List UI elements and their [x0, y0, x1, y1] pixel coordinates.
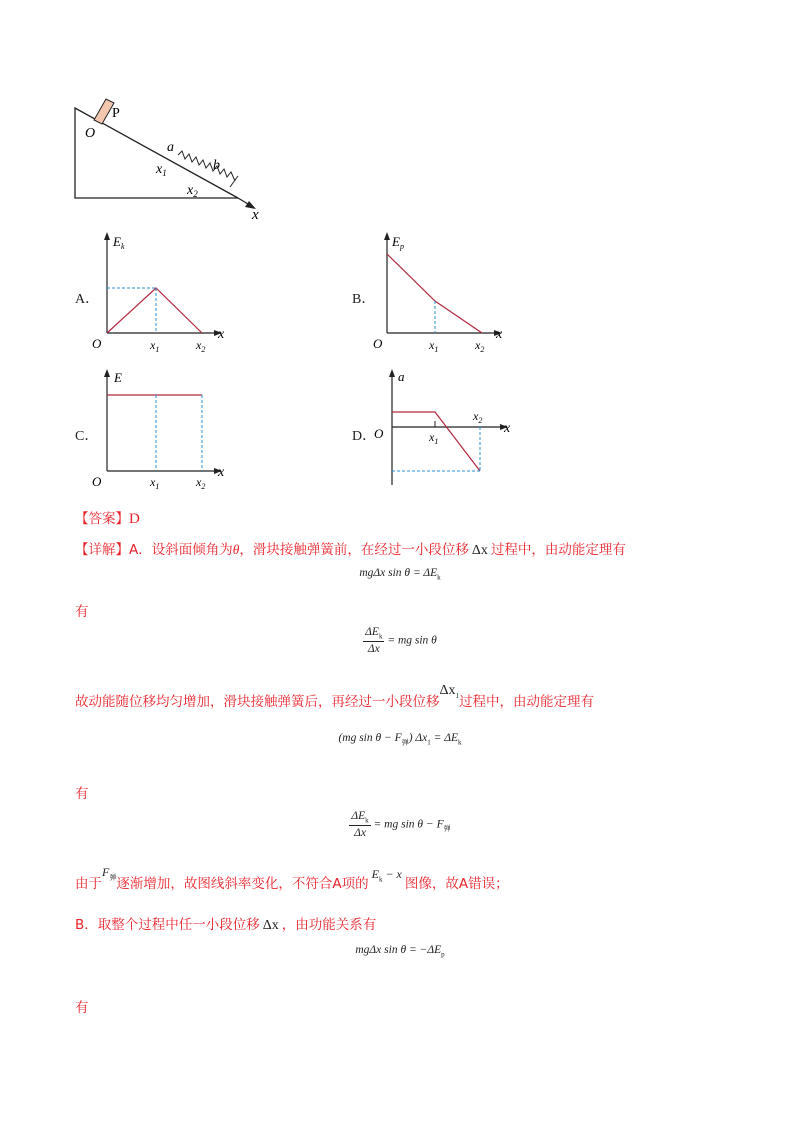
explanation-line-3 — [75, 865, 509, 894]
graph-C-x2: $x_2$ — [196, 475, 206, 490]
dx2-symbol: Δx — [262, 918, 279, 933]
graph-D-origin: O — [374, 426, 384, 441]
graph-A-origin: O — [92, 336, 102, 351]
graph-D-x2: $x_2$ — [473, 409, 483, 425]
graph-B-y-label: $E_p$ — [392, 234, 404, 251]
explanation-text-4a: B．取整个过程中任一小段位移 — [75, 917, 260, 933]
dx1-symbol: $\Delta x_1$ — [439, 683, 460, 700]
graph-C-x-label: x — [218, 465, 225, 480]
option-D-label: D． — [352, 429, 377, 444]
label-a: a — [167, 140, 174, 155]
graph-B-x-label: x — [496, 327, 503, 342]
answer-line — [75, 507, 140, 528]
formula-5: mgΔx $\sin \theta = -\Delta E_p$ — [355, 944, 445, 959]
graph-B — [370, 228, 520, 353]
theta-symbol: θ — [232, 542, 240, 557]
graph-B-x1: $x_1$ — [429, 338, 439, 353]
graph-A-x-label: x — [218, 327, 225, 342]
explanation-text-3b: 逐渐增加，故图线斜率变化，不符合A项的 — [116, 876, 369, 892]
graph-D-y-arrowhead — [389, 369, 395, 377]
explanation-label: 【详解】 — [75, 542, 129, 558]
option-B-label: B． — [352, 292, 376, 307]
graph-A-curve — [107, 288, 202, 333]
label-x1: $x_1$ — [156, 162, 167, 178]
graph-C-origin: O — [92, 474, 102, 489]
graph-D-y-label: a — [398, 369, 405, 384]
graph-A-y-arrowhead — [104, 232, 110, 240]
explanation-text-1a: A．设斜面倾角为 — [129, 542, 233, 558]
graph-B-y-arrowhead — [384, 232, 390, 240]
formula-2: $\frac{\Delta E_k}{\Delta x}$ = mg sin θ — [365, 626, 437, 656]
incline-figure — [60, 95, 280, 225]
you-1: 有 — [75, 604, 89, 620]
explanation-text-3a: 由于 — [75, 876, 102, 892]
graph-C-y-label: E — [114, 370, 122, 385]
graph-B-x2: $x_2$ — [475, 338, 485, 353]
graph-C-y-arrowhead — [104, 369, 110, 377]
explanation-text-3c: 图像，故A错误； — [404, 876, 509, 892]
explanation-text-1c: 过程中，由动能定理有 — [490, 542, 626, 558]
formula-3: (mg $\sin \theta - F_弹$) $\Delta x_1 = \Delta E_k$ — [338, 732, 462, 747]
block-P — [94, 99, 114, 124]
ek-x-symbol: $E_k - x$ — [371, 867, 402, 884]
graph-A-x2: $x_2$ — [196, 338, 206, 353]
graph-C — [90, 365, 240, 490]
spring — [178, 151, 235, 181]
explanation-line-1 — [75, 538, 626, 559]
explanation-text-2a: 故动能随位移均匀增加，滑块接触弹簧后，再经过一小段位移 — [75, 694, 440, 710]
graph-B-origin: O — [373, 336, 383, 351]
explanation-text-2b: 过程中，由动能定理有 — [459, 694, 595, 710]
option-A-label: A． — [75, 292, 100, 307]
graph-A — [90, 228, 240, 353]
graph-D-x-label: x — [504, 421, 511, 436]
explanation-text-1b: ，滑块接触弹簧前，在经过一小段位移 — [239, 542, 469, 558]
option-C-label: C． — [75, 429, 99, 444]
formula-1: mgΔx $\sin \theta = \Delta E_k$ — [359, 567, 441, 582]
graph-D — [370, 365, 530, 490]
dx-symbol: Δx — [471, 543, 488, 558]
f-spring-symbol: $F_弹$ — [102, 865, 117, 882]
label-P: P — [112, 106, 120, 121]
you-3: 有 — [75, 1000, 89, 1016]
explanation-text-4b: ，由功能关系有 — [281, 917, 377, 933]
graph-D-x1: $x_1$ — [429, 430, 439, 446]
label-b: b — [213, 158, 220, 173]
label-x2: $x_2$ — [187, 183, 198, 199]
label-x-axis: x — [252, 207, 259, 223]
explanation-line-2 — [75, 683, 595, 712]
answer-value: D — [129, 511, 140, 527]
graph-C-x1: $x_1$ — [150, 475, 160, 490]
graph-A-y-label: $E_k$ — [113, 234, 125, 251]
label-O: O — [85, 126, 96, 141]
you-2: 有 — [75, 786, 89, 802]
graph-A-x1: $x_1$ — [150, 338, 160, 353]
answer-label: 【答案】 — [75, 511, 129, 527]
formula-4: $\frac{\Delta E_k}{\Delta x}$ = mg $\sin \theta - F_弹$ — [351, 810, 451, 840]
explanation-line-4 — [75, 913, 376, 934]
